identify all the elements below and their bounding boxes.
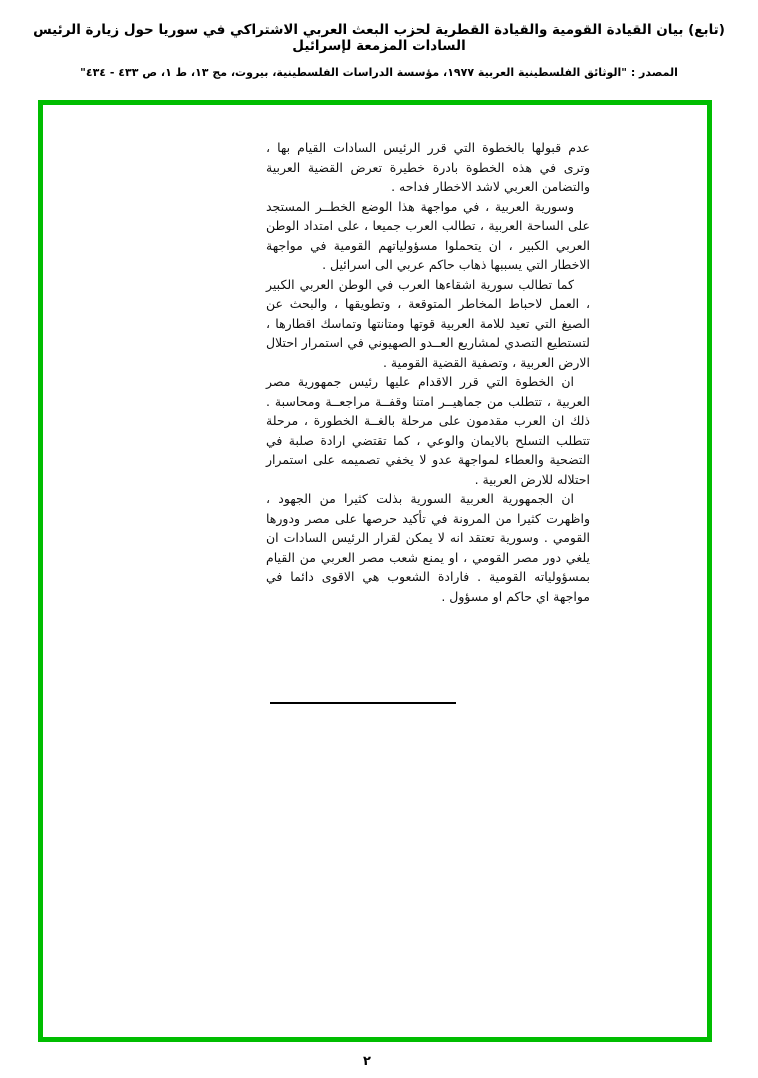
document-header bbox=[20, 22, 738, 79]
paragraph-4: ان الخطوة التي قرر الاقدام عليها رئيس جمهورية مصر العربية ، تتطلب من جماهيــر امتنا وقفــة مراجعــة ومحاسبة . ذلك ان العرب مقدمون على مرحلة بالغــة الخطورة ، مرحلة تتطلب التسلح بالايمان والوعي ، كما تقتضي ارادة صلبة في التضحية والعطاء لمواجهة عدو لا يخفي تصميمه على استمرار احتلاله للارض العربية . bbox=[266, 374, 590, 487]
page-number: ٢ bbox=[363, 1054, 371, 1069]
paragraph-5: ان الجمهورية العربية السورية بذلت كثيرا من الجهود ، واظهرت كثيرا من المرونة في تأكيد حرصها على مصر ودورها القومي . وسورية تعتقد انه لا يمكن لقرار الرئيس السادات ان يلغي دور مصر القومي ، او يمنع شعب مصر العربي من القيام بمسؤولياته القومية . فارادة الشعوب هي الاقوى دائما في مواجهة اي حاكم او مسؤول . bbox=[266, 491, 590, 604]
section-divider bbox=[270, 702, 456, 704]
paragraph-2: وسورية العربية ، في مواجهة هذا الوضع الخطــر المستجد على الساحة العربية ، تطالب العرب جميعا ، على امتداد الوطن العربي الكبير ، ان يتحملوا مسؤولياتهم القومية في مواجهة الاخطار التي يسببها ذهاب حاكم عربي الى اسرائيل . bbox=[266, 198, 590, 272]
paragraph-1: عدم قبولها بالخطوة التي قرر الرئيس السادات القيام بها ، وترى في هذه الخطوة بادرة خطيرة تعرض القضية العربية والتضامن العربي لاشد الاخطار فداحه . bbox=[266, 140, 590, 194]
header-title: (تابع) بيان القيادة القومية والقيادة القطرية لحزب البعث العربي الاشتراكي في سوريا حول زيارة الرئيس السادات المزمعة لإسرائيل bbox=[33, 22, 725, 54]
body-text-column bbox=[266, 138, 590, 606]
header-source-citation: المصدر : "الوثائق الفلسطينية العربية ١٩٧٧، مؤسسة الدراسات الفلسطينية، بيروت، مج ١٣، ط ١، ص ٤٣٣ - ٤٣٤" bbox=[80, 66, 678, 79]
paragraph-3: كما تطالب سورية اشقاءها العرب في الوطن العربي الكبير ، العمل لاحباط المخاطر المتوقعة ، وتطويقها ، والبحث عن الصيغ التي تعيد للامة العربية قوتها ومتانتها وتماسك اقطارها ، لتستطيع التصدي لمشاريع العــدو الصهيوني في استمرار احتلال الارض العربية ، وتصفية القضية القومية . bbox=[266, 276, 590, 370]
